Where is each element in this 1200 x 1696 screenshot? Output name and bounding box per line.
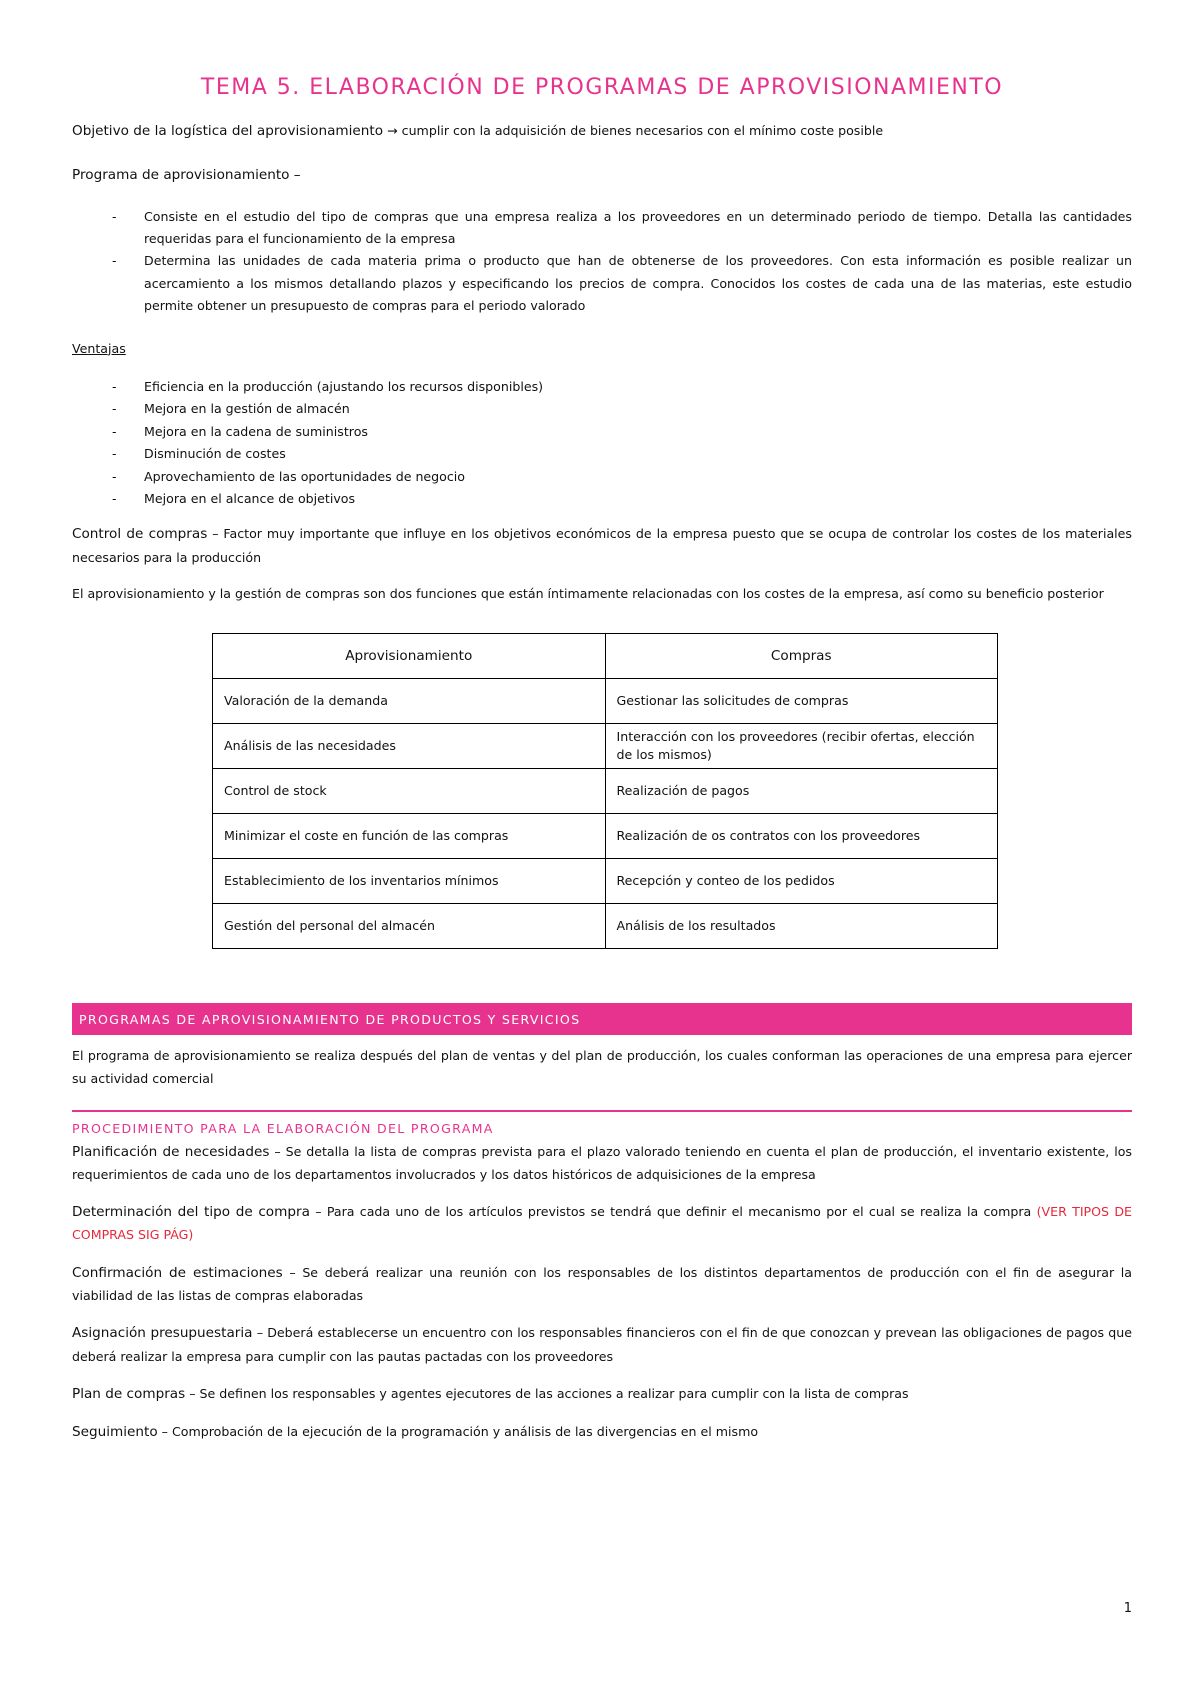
step-text: – Se definen los responsables y agentes ejecutores de las acciones a realizar para cumplir con la lista de compras (185, 1386, 909, 1402)
table-cell: Realización de pagos (605, 769, 998, 814)
step-text: – Deberá establecerse un encuentro con los responsables financieros con el fin de que conozcan y prevean las obligaciones de pagos que deberá realizar la empresa para cumplir con las pautas pactadas con los proveedores (72, 1325, 1132, 1364)
list-item: - Eficiencia en la producción (ajustando los recursos disponibles) (72, 376, 1132, 398)
procedure-step (72, 1321, 1132, 1368)
relation-paragraph: El aprovisionamiento y la gestión de compras son dos funciones que están íntimamente relacionadas con los costes de la empresa, así como su beneficio posterior (72, 586, 1104, 602)
table-cell: Valoración de la demanda (213, 679, 606, 724)
programa-label: Programa de aprovisionamiento – (72, 167, 301, 184)
procedure-step (72, 1382, 1132, 1406)
step-label: Determinación del tipo de compra (72, 1204, 310, 1221)
list-item: - Mejora en la cadena de suministros (72, 421, 1132, 443)
step-note: (VER TIPOS DE COMPRAS SIG PÁG) (72, 1204, 1133, 1243)
table-cell: Interacción con los proveedores (recibir ofertas, elección de los mismos) (605, 724, 998, 769)
table-cell: Análisis de las necesidades (213, 724, 606, 769)
table-cell: Realización de os contratos con los proveedores (605, 814, 998, 859)
procedure-step (72, 1420, 1132, 1444)
comparison-table (212, 633, 998, 949)
list-item: - Mejora en el alcance de objetivos (72, 488, 1132, 510)
list-item: - Determina las unidades de cada materia prima o producto que han de obtenerse de los proveedores. Con esta información es posible realizar un acercamiento a los mismos detallando plazos y especificando los precios de compra. Conocidos los costes de cada una de las materias, este estudio permite obtener un presupuesto de compras para el periodo valorado (72, 250, 1132, 317)
table-cell: Gestión del personal del almacén (213, 904, 606, 949)
procedure-step (72, 1261, 1132, 1308)
table-cell: Control de stock (213, 769, 606, 814)
step-text: – Para cada uno de los artículos previstos se tendrá que definir el mecanismo por el cual se realiza la compra (309, 1204, 1037, 1220)
ventajas-list (72, 376, 1132, 510)
step-label: Confirmación de estimaciones (72, 1264, 283, 1281)
control-paragraph (72, 522, 1132, 569)
procedure-step (72, 1200, 1132, 1247)
objective-text: cumplir con la adquisición de bienes necesarios con el mínimo coste posible (401, 123, 884, 139)
step-label: Planificación de necesidades (72, 1143, 270, 1160)
list-item: - Consiste en el estudio del tipo de compras que una empresa realiza a los proveedores en un determinado periodo de tiempo. Detalla las cantidades requeridas para el funcionamiento de la empresa (72, 206, 1132, 251)
list-item: - Disminución de costes (72, 443, 1132, 465)
table-row (213, 679, 998, 724)
table-row (213, 814, 998, 859)
step-label: Plan de compras (72, 1386, 186, 1403)
objective-label: Objetivo de la logística del aprovisionamiento (72, 123, 384, 140)
page-number: 1 (1123, 1601, 1132, 1616)
procedure-step (72, 1140, 1132, 1187)
section-paragraph: El programa de aprovisionamiento se realiza después del plan de ventas y del plan de producción, los cuales conforman las operaciones de una empresa para ejercer su actividad comercial (72, 1048, 1132, 1086)
section-heading-band: PROGRAMAS DE APROVISIONAMIENTO DE PRODUCTOS Y SERVICIOS (72, 1003, 1132, 1035)
document-title: TEMA 5. ELABORACIÓN DE PROGRAMAS DE APROVISIONAMIENTO (200, 75, 1004, 100)
step-text: – Comprobación de la ejecución de la programación y análisis de las divergencias en el mismo (157, 1424, 759, 1440)
table-row (213, 724, 998, 769)
ventajas-label: Ventajas (72, 340, 126, 356)
table-row (213, 904, 998, 949)
procedure-heading: PROCEDIMIENTO PARA LA ELABORACIÓN DEL PROGRAMA (72, 1110, 1132, 1139)
step-label: Asignación presupuestaria (72, 1325, 253, 1342)
objective-paragraph (72, 119, 1132, 143)
table-cell: Análisis de los resultados (605, 904, 998, 949)
list-item: - Aprovechamiento de las oportunidades de negocio (72, 466, 1132, 488)
table-header-row (213, 634, 998, 679)
step-text: – Se detalla la lista de compras prevista para el plazo valorado teniendo en cuenta el plan de producción, el inventario existente, los requerimientos de cada uno de los departamentos involucrados y los datos históricos de adquisiciones de la empresa (72, 1143, 1132, 1182)
table-header-aprovisionamiento: Aprovisionamiento (213, 634, 606, 679)
list-item: - Mejora en la gestión de almacén (72, 398, 1132, 420)
control-label: Control de compras (72, 526, 208, 543)
control-text: – Factor muy importante que influye en los objetivos económicos de la empresa puesto que se ocupa de controlar los costes de los materiales necesarios para la producción (72, 526, 1132, 565)
table-cell: Recepción y conteo de los pedidos (605, 859, 998, 904)
table-cell: Establecimiento de los inventarios mínimos (213, 859, 606, 904)
table-row (213, 859, 998, 904)
table-row (213, 769, 998, 814)
table-cell: Gestionar las solicitudes de compras (605, 679, 998, 724)
programa-list (72, 206, 1132, 318)
arrow-icon: → (387, 123, 398, 139)
table-header-compras: Compras (605, 634, 998, 679)
step-label: Seguimiento (72, 1424, 158, 1441)
table-cell: Minimizar el coste en función de las compras (213, 814, 606, 859)
step-text: – Se deberá realizar una reunión con los responsables de los distintos departamentos de producción con el fin de asegurar la viabilidad de las listas de compras elaboradas (72, 1264, 1133, 1304)
